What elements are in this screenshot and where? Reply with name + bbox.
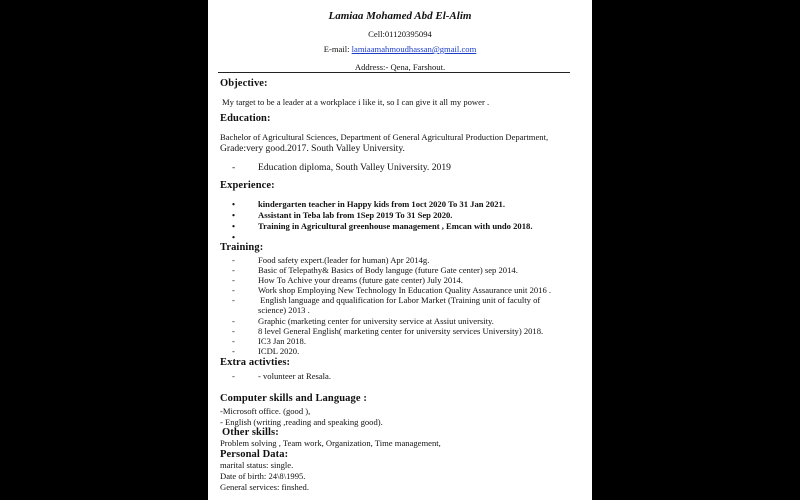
objective-text: My target to be a leader at a workplace i like it, so I can give it all my power . xyxy=(222,97,490,107)
list-item: • Training in Agricultural greenhouse management , Emcan with undo 2018. xyxy=(232,221,533,231)
computer-line-1: -Microsoft office. (good ), xyxy=(220,406,311,416)
list-item: - IC3 Jan 2018. xyxy=(232,336,306,346)
email-line xyxy=(208,44,592,54)
list-item: - How To Achive your dreams (future gate center) July 2014. xyxy=(232,275,463,285)
general-services: General services: finshed. xyxy=(220,482,310,492)
email-label: E-mail: xyxy=(323,44,352,54)
list-item: - English language and qqualification for Labor Market (Training unit of faculty of xyxy=(232,295,541,305)
extra-heading: Extra activties: xyxy=(220,357,291,368)
list-item: • kindergarten teacher in Happy kids from 1oct 2020 To 31 Jan 2021. xyxy=(232,199,506,209)
list-item: • xyxy=(232,232,236,242)
education-diploma-item: - Education diploma, South Valley University. 2019 xyxy=(232,162,451,173)
address-line: Address:- Qena, Farshout. xyxy=(354,62,446,72)
list-item: - Basic of Telepathy& Basics of Body languge (future Gate center) sep 2014. xyxy=(232,265,518,275)
candidate-name: Lamiaa Mohamed Abd El-Alim xyxy=(328,10,472,22)
experience-heading: Experience: xyxy=(220,180,275,191)
cell-number: Cell:01120395094 xyxy=(368,29,432,39)
header-divider xyxy=(218,72,570,73)
list-item: - - volunteer at Resala. xyxy=(232,371,332,381)
email-link[interactable]: lamiaamahmoudhassan@gmail.com xyxy=(351,44,477,54)
list-item: - 8 level General English( marketing center for university services University) 2018. xyxy=(232,326,544,336)
marital-status: marital status: single. xyxy=(220,460,294,470)
list-item: - Graphic (marketing center for university service at Assiut university. xyxy=(232,316,494,326)
other-text: Problem solving , Team work, Organization, Time management, xyxy=(220,438,441,448)
list-item: - Work shop Employing New Technology In Education Quality Assaurance unit 2016 . xyxy=(232,285,552,295)
personal-heading: Personal Data: xyxy=(220,449,289,460)
list-item: • Assistant in Teba lab from 1Sep 2019 To 31 Sep 2020. xyxy=(232,210,453,220)
resume-page xyxy=(208,0,592,500)
education-line-2: Grade:very good.2017. South Valley University. xyxy=(220,143,405,154)
computer-heading: Computer skills and Language : xyxy=(220,393,367,404)
date-of-birth: Date of birth: 24\8\1995. xyxy=(220,471,306,481)
education-line-1: Bachelor of Agricultural Sciences, Department of General Agricultural Production Department, xyxy=(220,132,549,142)
list-item: - Food safety expert.(leader for human) Apr 2014g. xyxy=(232,255,430,265)
computer-line-2: - English (writing ,reading and speaking good). xyxy=(220,417,383,427)
list-item-continuation: science) 2013 . xyxy=(258,305,310,315)
list-item: - ICDL 2020. xyxy=(232,346,300,356)
other-heading: Other skills: xyxy=(222,427,279,438)
education-heading: Education: xyxy=(220,113,271,124)
objective-heading: Objective: xyxy=(220,78,268,89)
training-heading: Training: xyxy=(220,242,264,253)
